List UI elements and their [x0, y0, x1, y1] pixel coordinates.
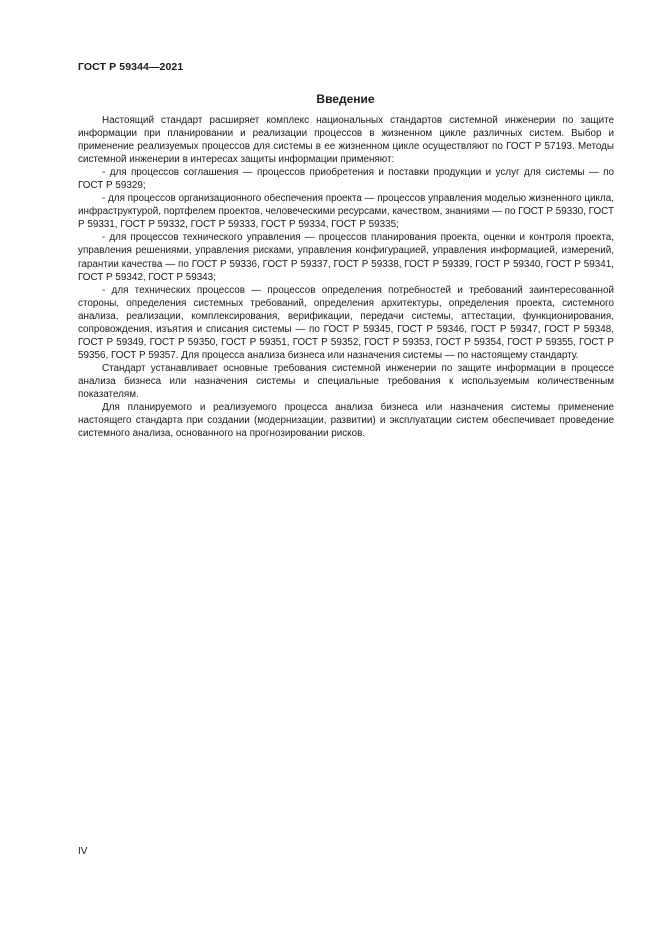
page-number: IV	[78, 846, 88, 857]
list-item: - для процессов организационного обеспечения проекта — процессов управления моделью жизненного цикла, инфраструктурой, портфелем проектов, человеческими ресурсами, качеством, знаниями — по ГОСТ Р 59330, ГОСТ Р 59331, ГОСТ Р 59332, ГОСТ Р 59333, ГОСТ Р 59334, ГОСТ Р 59335;	[78, 193, 614, 231]
paragraph: Для планируемого и реализуемого процесса анализа бизнеса или назначения системы применение настоящего стандарта при создании (модернизации, развитии) и эксплуатации систем обеспечивает проведение системного анализа, основанного на прогнозировании рисков.	[78, 402, 614, 440]
list-item: - для процессов соглашения — процессов приобретения и поставки продукции и услуг для системы — по ГОСТ Р 59329;	[78, 167, 614, 192]
standard-id: ГОСТ Р 59344—2021	[78, 61, 184, 73]
list-item: - для технических процессов — процессов определения потребностей и требований заинтересованной стороны, определения системных требований, определения архитектуры, определения проекта, системного анализа, реализации, комплексирования, верификации, передачи системы, аттестации, функционирования, сопровождения, изъятия и списания системы — по ГОСТ Р 59345, ГОСТ Р 59346, ГОСТ Р 59347, ГОСТ Р 59348, ГОСТ Р 59349, ГОСТ Р 59350, ГОСТ Р 59351, ГОСТ Р 59352, ГОСТ Р 59353, ГОСТ Р 59354, ГОСТ Р 59355, ГОСТ Р 59356, ГОСТ Р 59357. Для процесса анализа бизнеса или назначения системы — по настоящему стандарту.	[78, 284, 614, 361]
section-title: Введение	[316, 92, 375, 106]
paragraph: Настоящий стандарт расширяет комплекс национальных стандартов системной инженерии по защите информации при планировании и реализации процессов в жизненном цикле различных систем. Выбор и применение реализуемых процессов для системы в ее жизненном цикле осуществляют по ГОСТ Р 57193. Методы системной инженерии в интересах защиты информации применяют:	[78, 115, 614, 166]
paragraph: Стандарт устанавливает основные требования системной инженерии по защите информации в процессе анализа бизнеса или назначения системы и специальные требования к используемым количественным показателям.	[78, 362, 614, 400]
list-item: - для процессов технического управления — процессов планирования проекта, оценки и контроля проекта, управления решениями, управления рисками, управления конфигурацией, управления информацией, измерений, гарантии качества — по ГОСТ Р 59336, ГОСТ Р 59337, ГОСТ Р 59338, ГОСТ Р 59339, ГОСТ Р 59340, ГОСТ Р 59341, ГОСТ Р 59342, ГОСТ Р 59343;	[78, 232, 614, 283]
body-text	[78, 114, 614, 440]
